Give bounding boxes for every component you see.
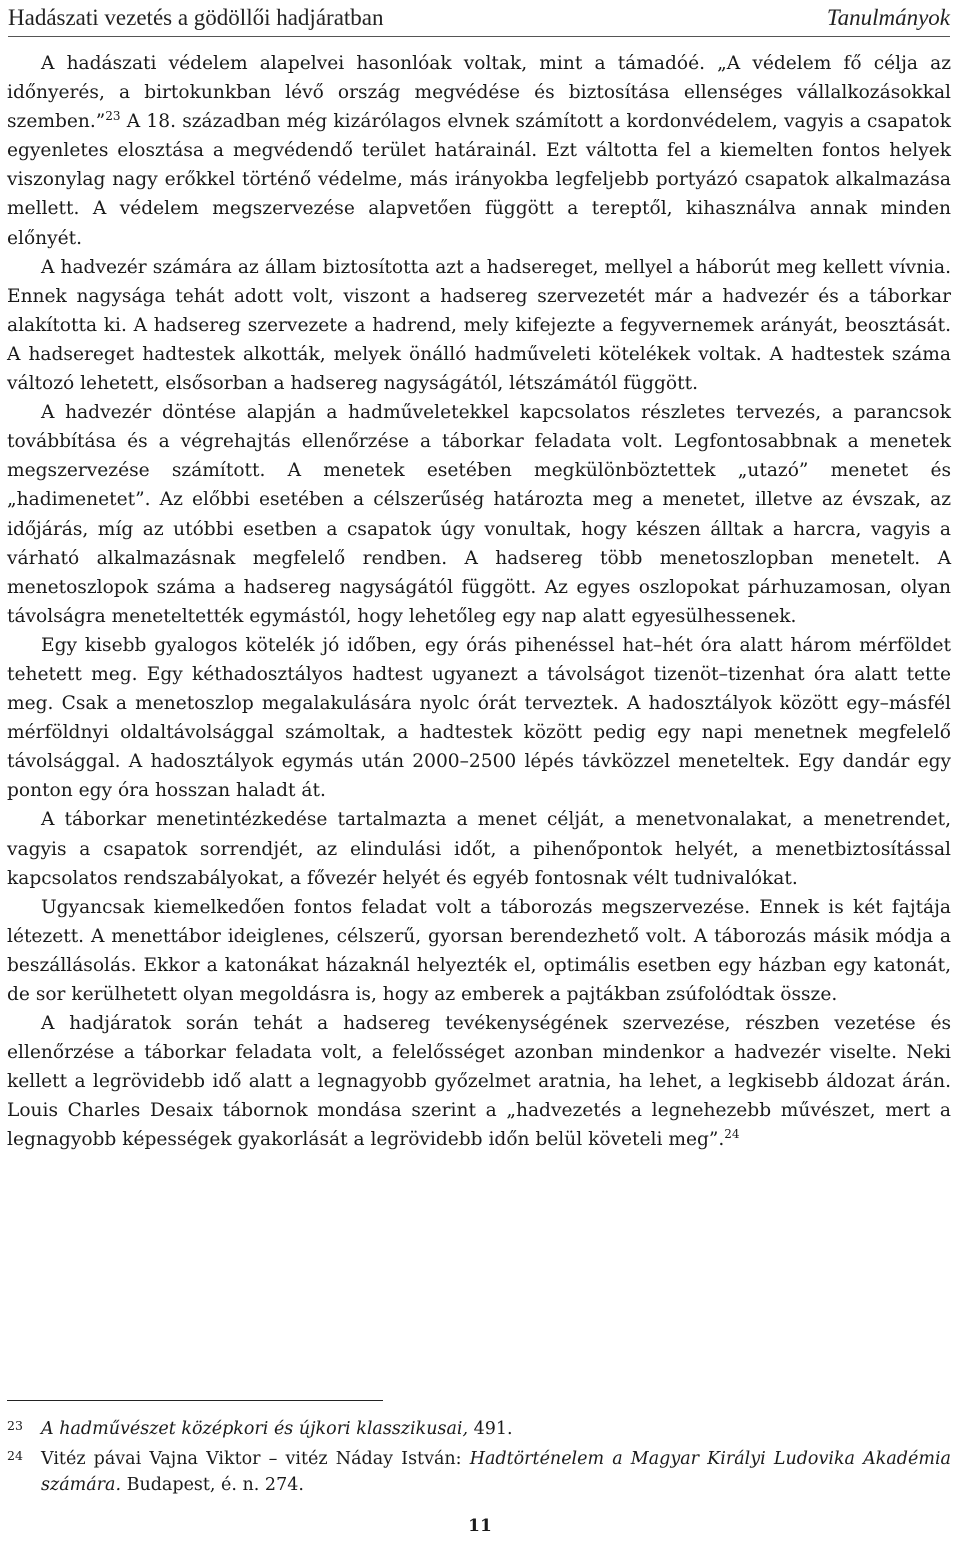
footnote-text [41, 1446, 951, 1499]
running-header [8, 0, 950, 37]
paragraph: Egy kisebb gyalogos kötelék jó időben, egy órás pihenéssel hat–hét óra alatt három mérföldet tehetett meg. Egy kéthadosztályos hadtest ugyanezt a távolságot tizenöt–tizenhat óra alatt tette meg. Csak a menetoszlop megalakulására nyolc órát terveztek. A hadosztályok között egy–másfél mérföldnyi oldaltávolsággal számoltak, a hadtestek között pedig egy napi menetnek megfelelő távolsággal. A hadosztályok egymás után 2000–2500 lépés távközzel meneteltek. Egy dandár egy ponton egy óra hosszan haladt át. [7, 634, 951, 802]
paragraph-text: A 18. században még kizárólagos elvnek számított a kordonvédelem, vagyis a csapatok egyenletes elosztása a megvédendő terület határainál. Ezt váltotta fel a kiemelten fontos helyek viszonylag nagy erőkkel történő védelme, más irányokba legfeljebb portyázó csapatok alkalmazása mellett. A védelem megszervezése alapvetően függött a tereptől, kihasználva annak minden előnyét. [7, 111, 951, 249]
footnote-text [41, 1416, 951, 1443]
footnote-number: 23 [7, 1418, 23, 1433]
footnote-title: A hadművészet középkori és újkori klasszikusai, [41, 1419, 469, 1439]
page-number: 11 [468, 1516, 492, 1536]
footnote-24 [7, 1446, 951, 1499]
paragraph: A táborkar menetintézkedése tartalmazta a menet célját, a menetvonalakat, a menetrendet, vagyis a csapatok sorrendjét, az elindulási időt, a pihenőpontok helyét, a menetbiztosítással kapcsolatos rendszabályokat, a fővezér helyét és egyéb fontosnak vélt tudnivalókat. [7, 809, 951, 889]
paragraph: A hadvezér döntése alapján a hadműveletekkel kapcsolatos részletes tervezés, a parancsok továbbítása és a végrehajtás ellenőrzése a táborkar feladata volt. Legfontosabbnak a menetek megszervezése számított. A menetek esetében megkülönböztettek „utazó” menetet és „hadimenetet”. Az előbbi esetében a célszerűség határozta meg a menetet, illetve az évszak, az időjárás, míg az utóbbi esetben a csapatok úgy vonultak, hogy készen álltak a harcra, vagyis a várható alkalmazásnak megfelelő rendben. A hadsereg több menetoszlopban menetelt. A menetoszlopok száma a hadsereg nagyságától függött. Az egyes oszlopokat párhuzamosan, olyan távolságra meneteltették egymástól, hogy lehetőleg egy nap alatt egyesülhessenek. [7, 402, 951, 627]
header-section: Tanulmányok [826, 5, 950, 30]
footnote-divider [7, 1400, 383, 1401]
paragraph-text: A hadjáratok során tehát a hadsereg tevékenységének szervezése, részben vezetése és ellenőrzése a táborkar feladata volt, a felelősséget azonban mindenkor a hadvezér viselte. Neki kellett a legrövidebb idő alatt a legnagyobb győzelmet aratnia, ha lehet, a legkisebb áldozat árán. Louis Charles Desaix tábornok mondása szerint a „hadvezetés a legnehezebb művészet, mert a legnagyobb képességek gyakorlását a legrövidebb időn belül követeli meg”. [7, 1013, 951, 1151]
main-text [7, 49, 951, 1155]
footnote-ref-24[interactable]: 24 [724, 1127, 740, 1142]
footnote-number: 24 [7, 1447, 23, 1463]
header-title: Hadászati vezetés a gödöllői hadjáratban [8, 5, 384, 30]
footnote-title: Hadtörténelem a Magyar Királyi Ludovika Akadémia számára. [41, 1448, 951, 1495]
paragraph: A hadvezér számára az állam biztosította azt a hadsereget, mellyel a háborút meg kellett vívnia. Ennek nagysága tehát adott volt, viszont a hadsereg szervezetét már a hadvezér és a táborkar alakította ki. A hadsereg szervezete a hadrend, mely kifejezte a fegyvernemek arányát, beosztását. A hadsereget hadtestek alkották, melyek önálló hadműveleti kötelékek voltak. A hadtestek száma változó lehetett, elsősorban a hadsereg nagyságától, létszámától függött. [7, 256, 951, 395]
paragraph [7, 49, 951, 253]
paragraph-text: A hadászati védelem alapelvei hasonlóak voltak, mint a támadóé. „A védelem fő célja az időnyerés, a birtokunkban lévő ország megvédése és biztosítása ellenséges vállalkozásokkal szemben.” [7, 53, 951, 133]
footnote-authors: Vitéz pávai Vajna Viktor – vitéz Náday István: [41, 1448, 470, 1469]
footnote-23 [7, 1416, 951, 1443]
paragraph [7, 1009, 951, 1154]
paragraph: Ugyancsak kiemelkedően fontos feladat volt a táborozás megszervezése. Ennek is két fajtája létezett. A menettábor ideiglenes, célszerű, gyorsan berendezhető volt. A táborozás másik módja a beszállásolás. Ekkor a katonákat házaknál helyezték el, optimális esetben egy házban egy katonát, de sor kerülhetett olyan megoldásra is, hogy az emberek a pajtákban zsúfolódtak össze. [7, 896, 951, 1005]
footnote-page: 491. [468, 1419, 513, 1439]
footnotes [7, 1416, 951, 1502]
footnote-page: Budapest, é. n. 274. [121, 1475, 304, 1495]
footnote-ref-23[interactable]: 23 [105, 109, 121, 124]
